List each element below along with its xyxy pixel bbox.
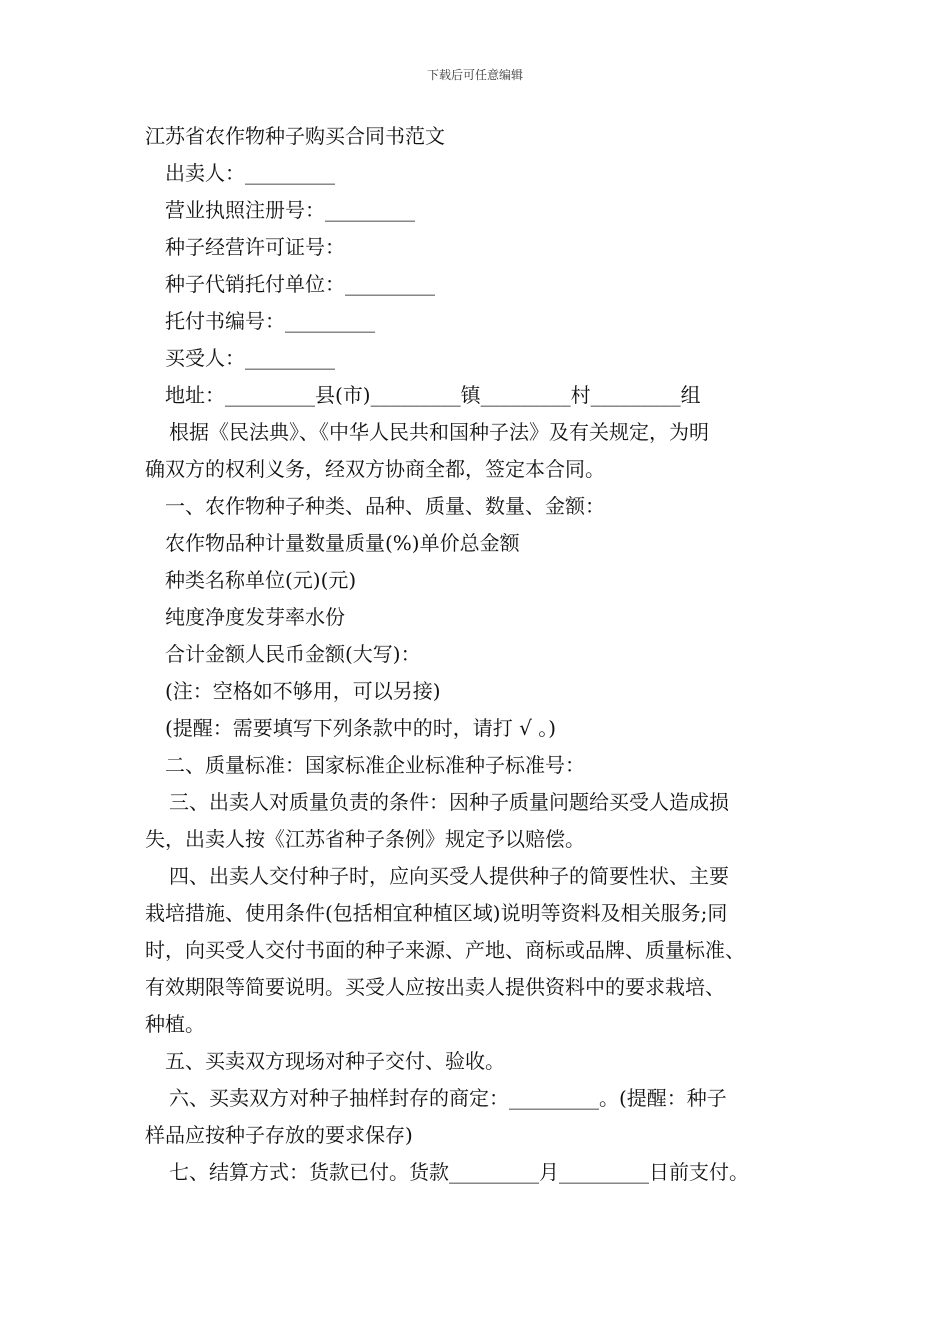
paragraph-line: 时，向买受人交付书面的种子来源、产地、商标或品牌、质量标准、 [145,938,745,962]
paragraph-line: 样品应按种子存放的要求保存) [145,1123,413,1147]
table-header-line: 种类名称单位(元)(元) [165,568,357,592]
consignment-number-field: 托付书编号：_________ [165,309,375,333]
seed-license-field: 种子经营许可证号： [165,235,345,259]
paragraph-line: 有效期限等简要说明。买受人应按出卖人提供资料中的要求栽培、 [145,975,725,999]
paragraph-line: 七、结算方式：货款已付。货款_________月_________日前支付。 [169,1160,749,1184]
paragraph-line: 确双方的权利义务，经双方协商全都，签定本合同。 [145,457,605,481]
paragraph-line: 三、出卖人对质量负责的条件：因种子质量问题给买受人造成损 [169,790,729,814]
section-heading: 二、质量标准：国家标准企业标准种子标准号： [165,753,585,777]
table-header-line: 纯度净度发芽率水份 [165,605,345,629]
paragraph-line: 四、出卖人交付种子时，应向买受人提供种子的简要性状、主要 [169,864,729,888]
section-heading: 五、买卖双方现场对种子交付、验收。 [165,1049,505,1073]
address-field: 地址：_________县(市)_________镇_________村_________组 [165,383,701,407]
paragraph-line: 失，出卖人按《江苏省种子条例》规定予以赔偿。 [145,827,585,851]
business-license-field: 营业执照注册号：_________ [165,198,415,222]
paragraph-line: 种植。 [145,1012,205,1036]
paragraph-line: 根据《民法典》、《中华人民共和国种子法》及有关规定，为明 [169,420,709,444]
total-amount-line: 合计金额人民币金额(大写)： [165,642,421,666]
section-heading: 一、农作物种子种类、品种、质量、数量、金额： [165,494,605,518]
consignment-unit-field: 种子代销托付单位：_________ [165,272,435,296]
buyer-field: 买受人：_________ [165,346,335,370]
reminder-line: (提醒：需要填写下列条款中的时，请打 √ 。) [165,716,557,740]
page-header: 下载后可任意编辑 [426,68,523,82]
paragraph-line: 栽培措施、使用条件(包括相宜种植区域)说明等资料及相关服务;同 [145,901,728,925]
seller-field: 出卖人：_________ [165,161,335,185]
document-title: 江苏省农作物种子购买合同书范文 [145,124,445,148]
paragraph-line: 六、买卖双方对种子抽样封存的商定：_________。(提醒：种子 [169,1086,727,1110]
document-body [145,118,825,1191]
table-header-line: 农作物品种计量数量质量(%)单价总金额 [165,531,520,555]
note-line: (注：空格如不够用，可以另接) [165,679,441,703]
